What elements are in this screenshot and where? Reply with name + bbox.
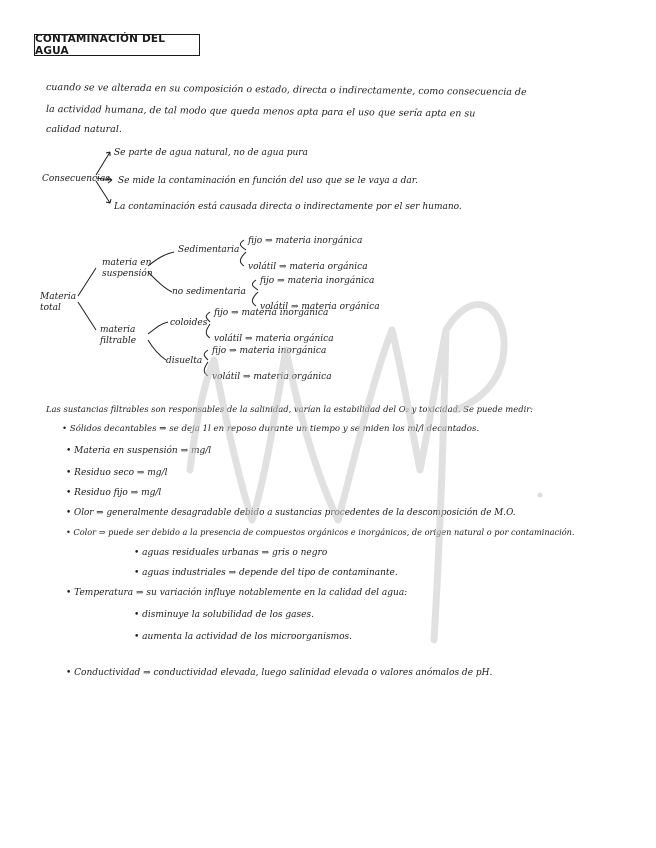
coloides-volatil: volátil ⇒ materia orgánica (214, 334, 334, 344)
sed-volatil: volátil ⇒ materia orgánica (248, 262, 368, 272)
page-title: CONTAMINACIÓN DEL AGUA (34, 34, 200, 56)
materia-filtrable-label: materia filtrable (100, 325, 137, 346)
intro-line-2: la actividad humana, de tal modo que queda menos apta para el uso que sería apta en su (45, 104, 476, 120)
disuelta-volatil: volátil ⇒ materia orgánica (212, 372, 332, 382)
temp-sub-gases: • disminuye la solubilidad de los gases. (134, 610, 314, 620)
nosed-brace (252, 280, 258, 306)
bullet-conductividad: • Conductividad ⇒ conductividad elevada, luego salinidad elevada o valores anómalos de pH. (66, 668, 493, 678)
disuelta-fijo: fijo ⇒ materia inorgánica (212, 346, 327, 356)
no-sedimentaria-label: no sedimentaria (172, 287, 246, 297)
bullet-temperatura: • Temperatura ⇒ su variación influye notablemente en la calidad del agua: (66, 588, 408, 598)
bullet-residuo-fijo: • Residuo fijo ⇒ mg/l (66, 488, 162, 498)
bullet-solidos: • Sólidos decantables ⇒ se deja 1l en reposo durante un tiempo y se miden los ml/l decantados. (62, 424, 480, 434)
bullet-olor: • Olor ⇒ generalmente desagradable debido a sustancias procedentes de la descomposición de M.O. (66, 508, 516, 518)
materia-suspension-label: materia en suspensión (102, 258, 153, 279)
nosed-volatil: volátil ⇒ materia orgánica (260, 302, 380, 312)
consecuencias-label: Consecuencias (42, 174, 110, 184)
filtrable-branch (148, 322, 168, 360)
consecuencia-item-2: Se mide la contaminación en función del uso que se le vaya a dar. (118, 176, 418, 186)
intro-line-1: cuando se ve alterada en su composición o estado, directa o indirectamente, como consecuencia de (45, 82, 527, 99)
color-sub-urbanas: • aguas residuales urbanas ⇒ gris o negro (134, 548, 328, 558)
sedimentaria-brace (240, 240, 246, 266)
bullet-residuo-seco: • Residuo seco ⇒ mg/l (66, 468, 168, 478)
intro-line-3: calidad natural. (46, 124, 122, 135)
coloides-fijo: fijo ⇒ materia inorgánica (214, 308, 329, 318)
temp-sub-microorganismos: • aumenta la actividad de los microorganismos. (134, 632, 353, 642)
consecuencia-item-1: Se parte de agua natural, no de agua pura (114, 148, 308, 158)
disuelta-label: disuelta (166, 356, 203, 366)
sed-fijo: fijo ⇒ materia inorgánica (248, 236, 363, 246)
coloides-label: coloides (170, 318, 208, 328)
color-sub-industriales: • aguas industriales ⇒ depende del tipo de contaminante. (134, 568, 398, 578)
materia-branch (78, 268, 96, 330)
bullet-suspension: • Materia en suspensión ⇒ mg/l (66, 446, 212, 456)
bullet-color: • Color ⇒ puede ser debido a la presencia de compuestos orgánicos e inorgánicos, de origen natural o por contaminación. (66, 527, 575, 537)
filtrables-intro: Las sustancias filtrables son responsables de la salinidad, varían la estabilidad del O₂ y toxicidad. Se puede medir: (46, 404, 534, 414)
consecuencia-item-3: La contaminación está causada directa o indirectamente por el ser humano. (114, 202, 462, 212)
sedimentaria-label: Sedimentaria (178, 245, 240, 255)
materia-total-label: Materia total (40, 292, 77, 313)
disuelta-brace (204, 350, 208, 376)
nosed-fijo: fijo ⇒ materia inorgánica (260, 276, 375, 286)
